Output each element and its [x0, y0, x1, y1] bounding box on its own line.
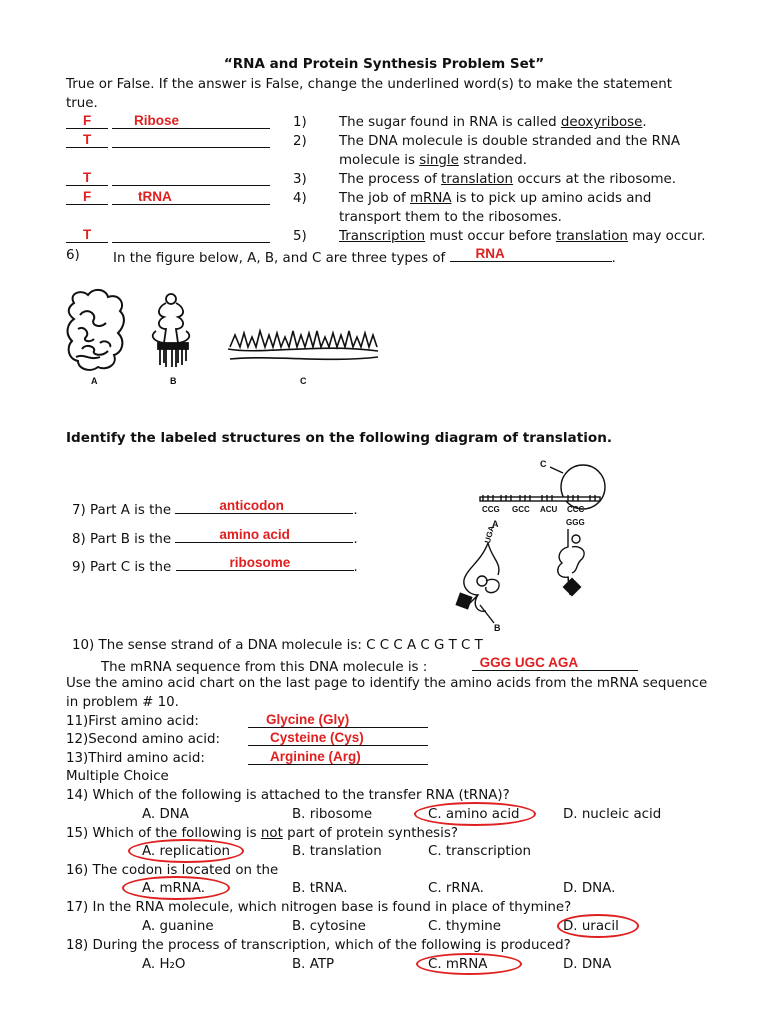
use-chart-line-2: in problem # 10.	[66, 695, 179, 710]
part-b-blank	[175, 528, 353, 543]
q14-text: 14) Which of the following is attached to the transfer RNA (tRNA)?	[66, 788, 510, 803]
tf-num-3: 3)	[293, 172, 307, 187]
q15-text: 15) Which of the following is not part of protein synthesis?	[66, 826, 458, 841]
q10-line-2: The mRNA sequence from this DNA molecule is : GGG UGC AGA	[101, 656, 638, 676]
rrna-drawing	[68, 290, 124, 370]
q18-option-b: B. ATP	[292, 957, 335, 972]
q6-num: 6)	[66, 248, 80, 263]
amino-answer-2: Cysteine (Cys)	[270, 730, 364, 745]
diagram-label-a: A	[492, 519, 499, 529]
q18-option-c: C. mRNA	[428, 957, 488, 972]
q10-blank	[472, 656, 638, 671]
amino-answer-1: Glycine (Gly)	[266, 712, 350, 727]
anticodon-right: GGG	[566, 518, 585, 527]
tf-statement-1: The sugar found in RNA is called deoxyribose.	[339, 115, 647, 130]
diagram-label-b: B	[494, 623, 501, 633]
tf-blank-1	[66, 114, 108, 129]
amino-label-1: 11)First amino acid:	[66, 714, 199, 729]
tf-blank-5	[66, 228, 108, 243]
rna-types-figure	[60, 285, 390, 395]
mrna-drawing	[228, 331, 378, 359]
q17-option-a: A. guanine	[142, 919, 214, 934]
fig-label-c: C	[300, 376, 307, 386]
q16-option-c: C. rRNA.	[428, 881, 484, 896]
anticodon-left: UGA	[483, 524, 497, 545]
amino-answer-3: Arginine (Arg)	[270, 749, 361, 764]
mc-heading: Multiple Choice	[66, 769, 169, 784]
tf-row-2	[66, 133, 270, 153]
q18-text: 18) During the process of transcription, which of the following is produced?	[66, 938, 571, 953]
trna-right	[558, 529, 584, 595]
tf-statement-2-line2: molecule is single stranded.	[339, 153, 528, 168]
tf-answer-2: T	[83, 132, 92, 147]
q18-answer-circle	[416, 953, 522, 975]
part-c-answer: ribosome	[229, 555, 291, 570]
tf-statement-4: The job of mRNA is to pick up amino acids and	[339, 191, 652, 206]
tf-blank-2	[66, 133, 108, 148]
tf-statement-3: The process of translation occurs at the ribosome.	[339, 172, 677, 187]
codon-3: ACU	[540, 505, 558, 514]
q16-option-d: D. DNA.	[563, 881, 616, 896]
tf-answer-3: T	[83, 170, 92, 185]
codon-4: CCC	[567, 505, 585, 514]
correction-answer-4: tRNA	[138, 189, 172, 204]
q6-blank	[450, 247, 612, 262]
q15-option-a: A. replication	[142, 844, 231, 859]
q15-option-b: B. translation	[292, 844, 382, 859]
fig-label-b: B	[170, 376, 177, 386]
intro-line-1: True or False. If the answer is False, change the underlined word(s) to make the statement	[66, 77, 673, 92]
tf-num-4: 4)	[293, 191, 307, 206]
trna-drawing	[153, 294, 190, 367]
tf-row-4	[66, 190, 270, 210]
q18-option-d: D. DNA	[563, 957, 612, 972]
part-b-row: 8) Part B is the amino acid .	[72, 527, 358, 547]
q14-option-a: A. DNA	[142, 807, 189, 822]
q14-option-d: D. nucleic acid	[563, 807, 662, 822]
trna-left	[456, 543, 499, 623]
tf-num-5: 5)	[293, 229, 307, 244]
correction-blank-4	[112, 190, 270, 205]
correction-blank-1	[112, 114, 270, 129]
q16-option-a: A. mRNA.	[142, 881, 205, 896]
tf-answer-5: T	[83, 227, 92, 242]
tf-row-1	[66, 114, 270, 134]
page-title: “RNA and Protein Synthesis Problem Set”	[223, 56, 545, 72]
fig-label-a: A	[91, 376, 98, 386]
mrna-strand	[480, 497, 600, 501]
part-a-answer: anticodon	[219, 498, 284, 513]
q6-line: In the figure below, A, B, and C are three types of RNA .	[113, 246, 616, 266]
q14-option-b: B. ribosome	[292, 807, 373, 822]
amino-blank-3	[248, 750, 428, 765]
amino-line-3	[248, 750, 428, 770]
ribosome-circle	[561, 465, 605, 509]
part-b-answer: amino acid	[219, 527, 290, 542]
q17-answer-circle	[557, 914, 639, 938]
q15-answer-circle	[128, 839, 244, 863]
tf-num-2: 2)	[293, 134, 307, 149]
q10-line-1: 10) The sense strand of a DNA molecule is: C C C A C G T C T	[72, 638, 483, 653]
intro-line-2: true.	[66, 96, 98, 111]
q16-option-b: B. tRNA.	[292, 881, 348, 896]
amino-blank-2	[248, 731, 428, 746]
correction-blank-2	[112, 133, 270, 148]
tf-answer-1: F	[83, 113, 92, 128]
diagram-label-c: C	[540, 459, 547, 469]
codon-1: CCG	[482, 505, 500, 514]
translation-diagram	[450, 455, 610, 635]
q6-text: In the figure below, A, B, and C are three types of	[113, 251, 446, 266]
tf-statement-2: The DNA molecule is double stranded and the RNA	[339, 134, 681, 149]
q17-option-d: D. uracil	[563, 919, 619, 934]
q17-option-b: B. cytosine	[292, 919, 366, 934]
correction-blank-5	[112, 228, 270, 243]
amino-blank-1	[248, 713, 428, 728]
part-c-row: 9) Part C is the ribosome .	[72, 555, 358, 575]
q14-answer-circle	[414, 802, 536, 826]
tf-row-5	[66, 228, 270, 248]
amino-label-3: 13)Third amino acid:	[66, 751, 205, 766]
tf-answer-4: F	[83, 189, 92, 204]
q18-option-a: A. H₂O	[142, 957, 186, 972]
correction-blank-3	[112, 171, 270, 186]
q15-option-c: C. transcription	[428, 844, 532, 859]
amino-label-2: 12)Second amino acid:	[66, 732, 221, 747]
q17-text: 17) In the RNA molecule, which nitrogen base is found in place of thymine?	[66, 900, 572, 915]
q14-option-c: C. amino acid	[428, 807, 520, 822]
use-chart-line-1: Use the amino acid chart on the last page to identify the amino acids from the mRNA sequence	[66, 676, 708, 691]
codon-2: GCC	[512, 505, 530, 514]
correction-answer-1: Ribose	[134, 113, 180, 128]
tf-blank-4	[66, 190, 108, 205]
tf-statement-5: Transcription must occur before translation may occur.	[339, 229, 706, 244]
tf-blank-3	[66, 171, 108, 186]
q17-option-c: C. thymine	[428, 919, 502, 934]
tf-num-1: 1)	[293, 115, 307, 130]
q6-answer: RNA	[475, 246, 505, 261]
translation-heading: Identify the labeled structures on the following diagram of translation.	[66, 430, 613, 446]
q16-text: 16) The codon is located on the	[66, 863, 279, 878]
part-a-row: 7) Part A is the anticodon .	[72, 498, 358, 518]
part-c-blank	[176, 556, 354, 571]
q10-answer: GGG UGC AGA	[479, 655, 579, 670]
tf-statement-4-line2: transport them to the ribosomes.	[339, 210, 562, 225]
q16-answer-circle	[122, 876, 230, 900]
part-a-blank	[175, 499, 353, 514]
